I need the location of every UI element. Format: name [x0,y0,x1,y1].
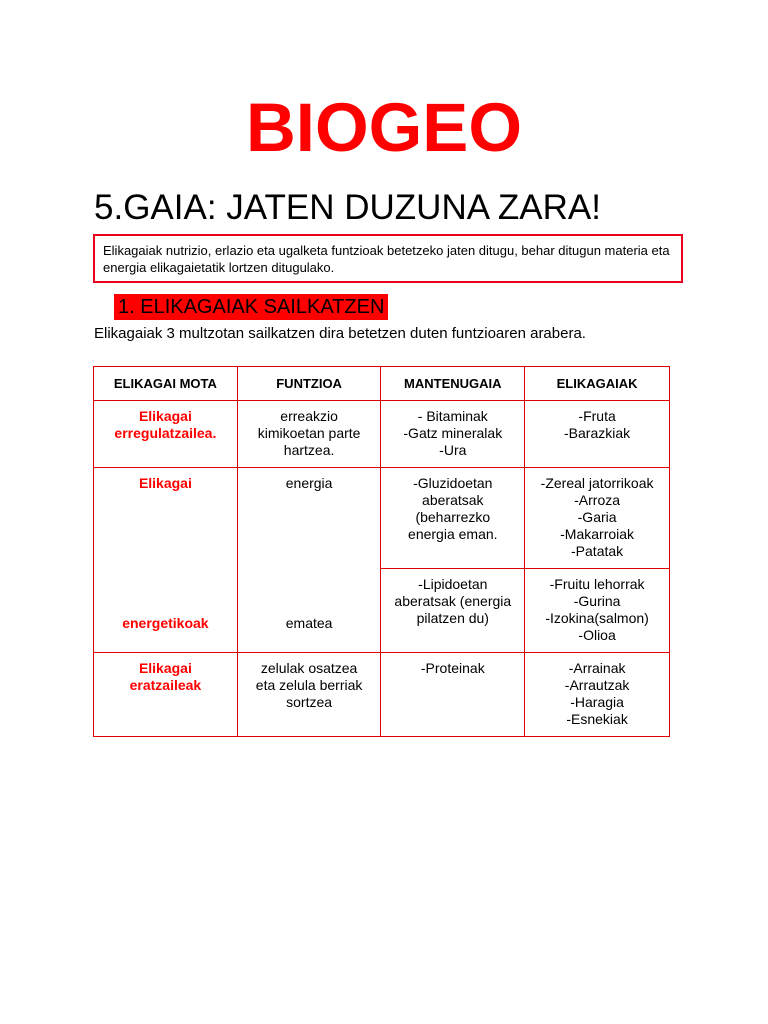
cell-line: -Zereal jatorrikoak [540,475,654,491]
cell-function [237,401,381,468]
food-classification-table [93,366,670,737]
cell-line: eta zelula berriak [255,677,363,693]
cell-type [94,653,238,737]
cell-line: hartzea. [283,442,335,458]
cell-foods [525,468,670,569]
table-row [94,401,670,468]
intro-box: Elikagaiak nutrizio, erlazio eta ugalketa funtzioak betetzeko jaten ditugu, behar ditugun materia eta energia elikagaietatik lortzen ditugulako. [93,234,683,283]
table-row [94,468,670,569]
table-row [94,653,670,737]
cell-line: energetikoak [122,615,209,631]
cell-foods [525,569,670,653]
cell-foods [525,653,670,737]
cell-line: -Izokina(salmon) [545,610,649,626]
cell-nutrient [381,653,525,737]
cell-line: zelulak osatzea [260,660,358,676]
cell-line: -Fruitu lehorrak [549,576,645,592]
cell-type [94,468,238,653]
cell-line: -Esnekiak [566,711,628,727]
cell-line: -Olioa [578,627,616,643]
cell-line: Elikagai [138,660,192,676]
cell-line: energia [285,475,333,491]
cell-line: sortzea [286,694,333,710]
cell-type [94,401,238,468]
cell-line: -Arrautzak [564,677,630,693]
cell-line: Elikagai [138,408,192,424]
cell-line: -Arrainak [568,660,626,676]
cell-line: (beharrezko [415,509,491,525]
cell-line: pilatzen du) [416,610,489,626]
cell-line: -Ura [439,442,467,458]
header-function: FUNTZIOA [237,367,381,401]
cell-function [237,653,381,737]
cell-line: -Gatz mineralak [403,425,503,441]
cell-foods [525,401,670,468]
cell-line: -Gluzidoetan [413,475,493,491]
cell-line: erreakzio [280,408,338,424]
cell-line: -Lipidoetan [418,576,488,592]
cell-line: kimikoetan parte [257,425,361,441]
table-header-row [94,367,670,401]
header-foods: ELIKAGAIAK [525,367,670,401]
header-type: ELIKAGAI MOTA [94,367,238,401]
cell-function [237,468,381,653]
cell-line: aberatsak (energia [394,593,512,609]
cell-line: -Proteinak [420,660,485,676]
section-description: Elikagaiak 3 multzotan sailkatzen dira betetzen duten funtzioaren arabera. [94,325,586,342]
header-nutrient: MANTENUGAIA [381,367,525,401]
cell-line: -Gurina [573,593,621,609]
document-title: BIOGEO [245,89,523,166]
cell-line: energia eman. [408,526,498,542]
cell-line: -Arroza [574,492,621,508]
cell-nutrient [381,401,525,468]
cell-line: -Patatak [571,543,624,559]
cell-line: -Haragia [570,694,624,710]
cell-line: -Makarroiak [560,526,635,542]
cell-line: -Barazkiak [564,425,631,441]
cell-line: -Garia [577,509,617,525]
cell-line: -Fruta [578,408,616,424]
section-heading: 1. ELIKAGAIAK SAILKATZEN [114,294,388,320]
cell-line: - Bitaminak [417,408,488,424]
unit-subtitle: 5.GAIA: JATEN DUZUNA ZARA! [94,188,601,227]
cell-line: erregulatzailea. [114,425,217,441]
cell-line: eratzaileak [129,677,202,693]
cell-line: ematea [285,615,333,631]
cell-line: Elikagai [138,475,192,491]
cell-nutrient [381,468,525,569]
cell-nutrient [381,569,525,653]
cell-line: aberatsak [422,492,484,508]
